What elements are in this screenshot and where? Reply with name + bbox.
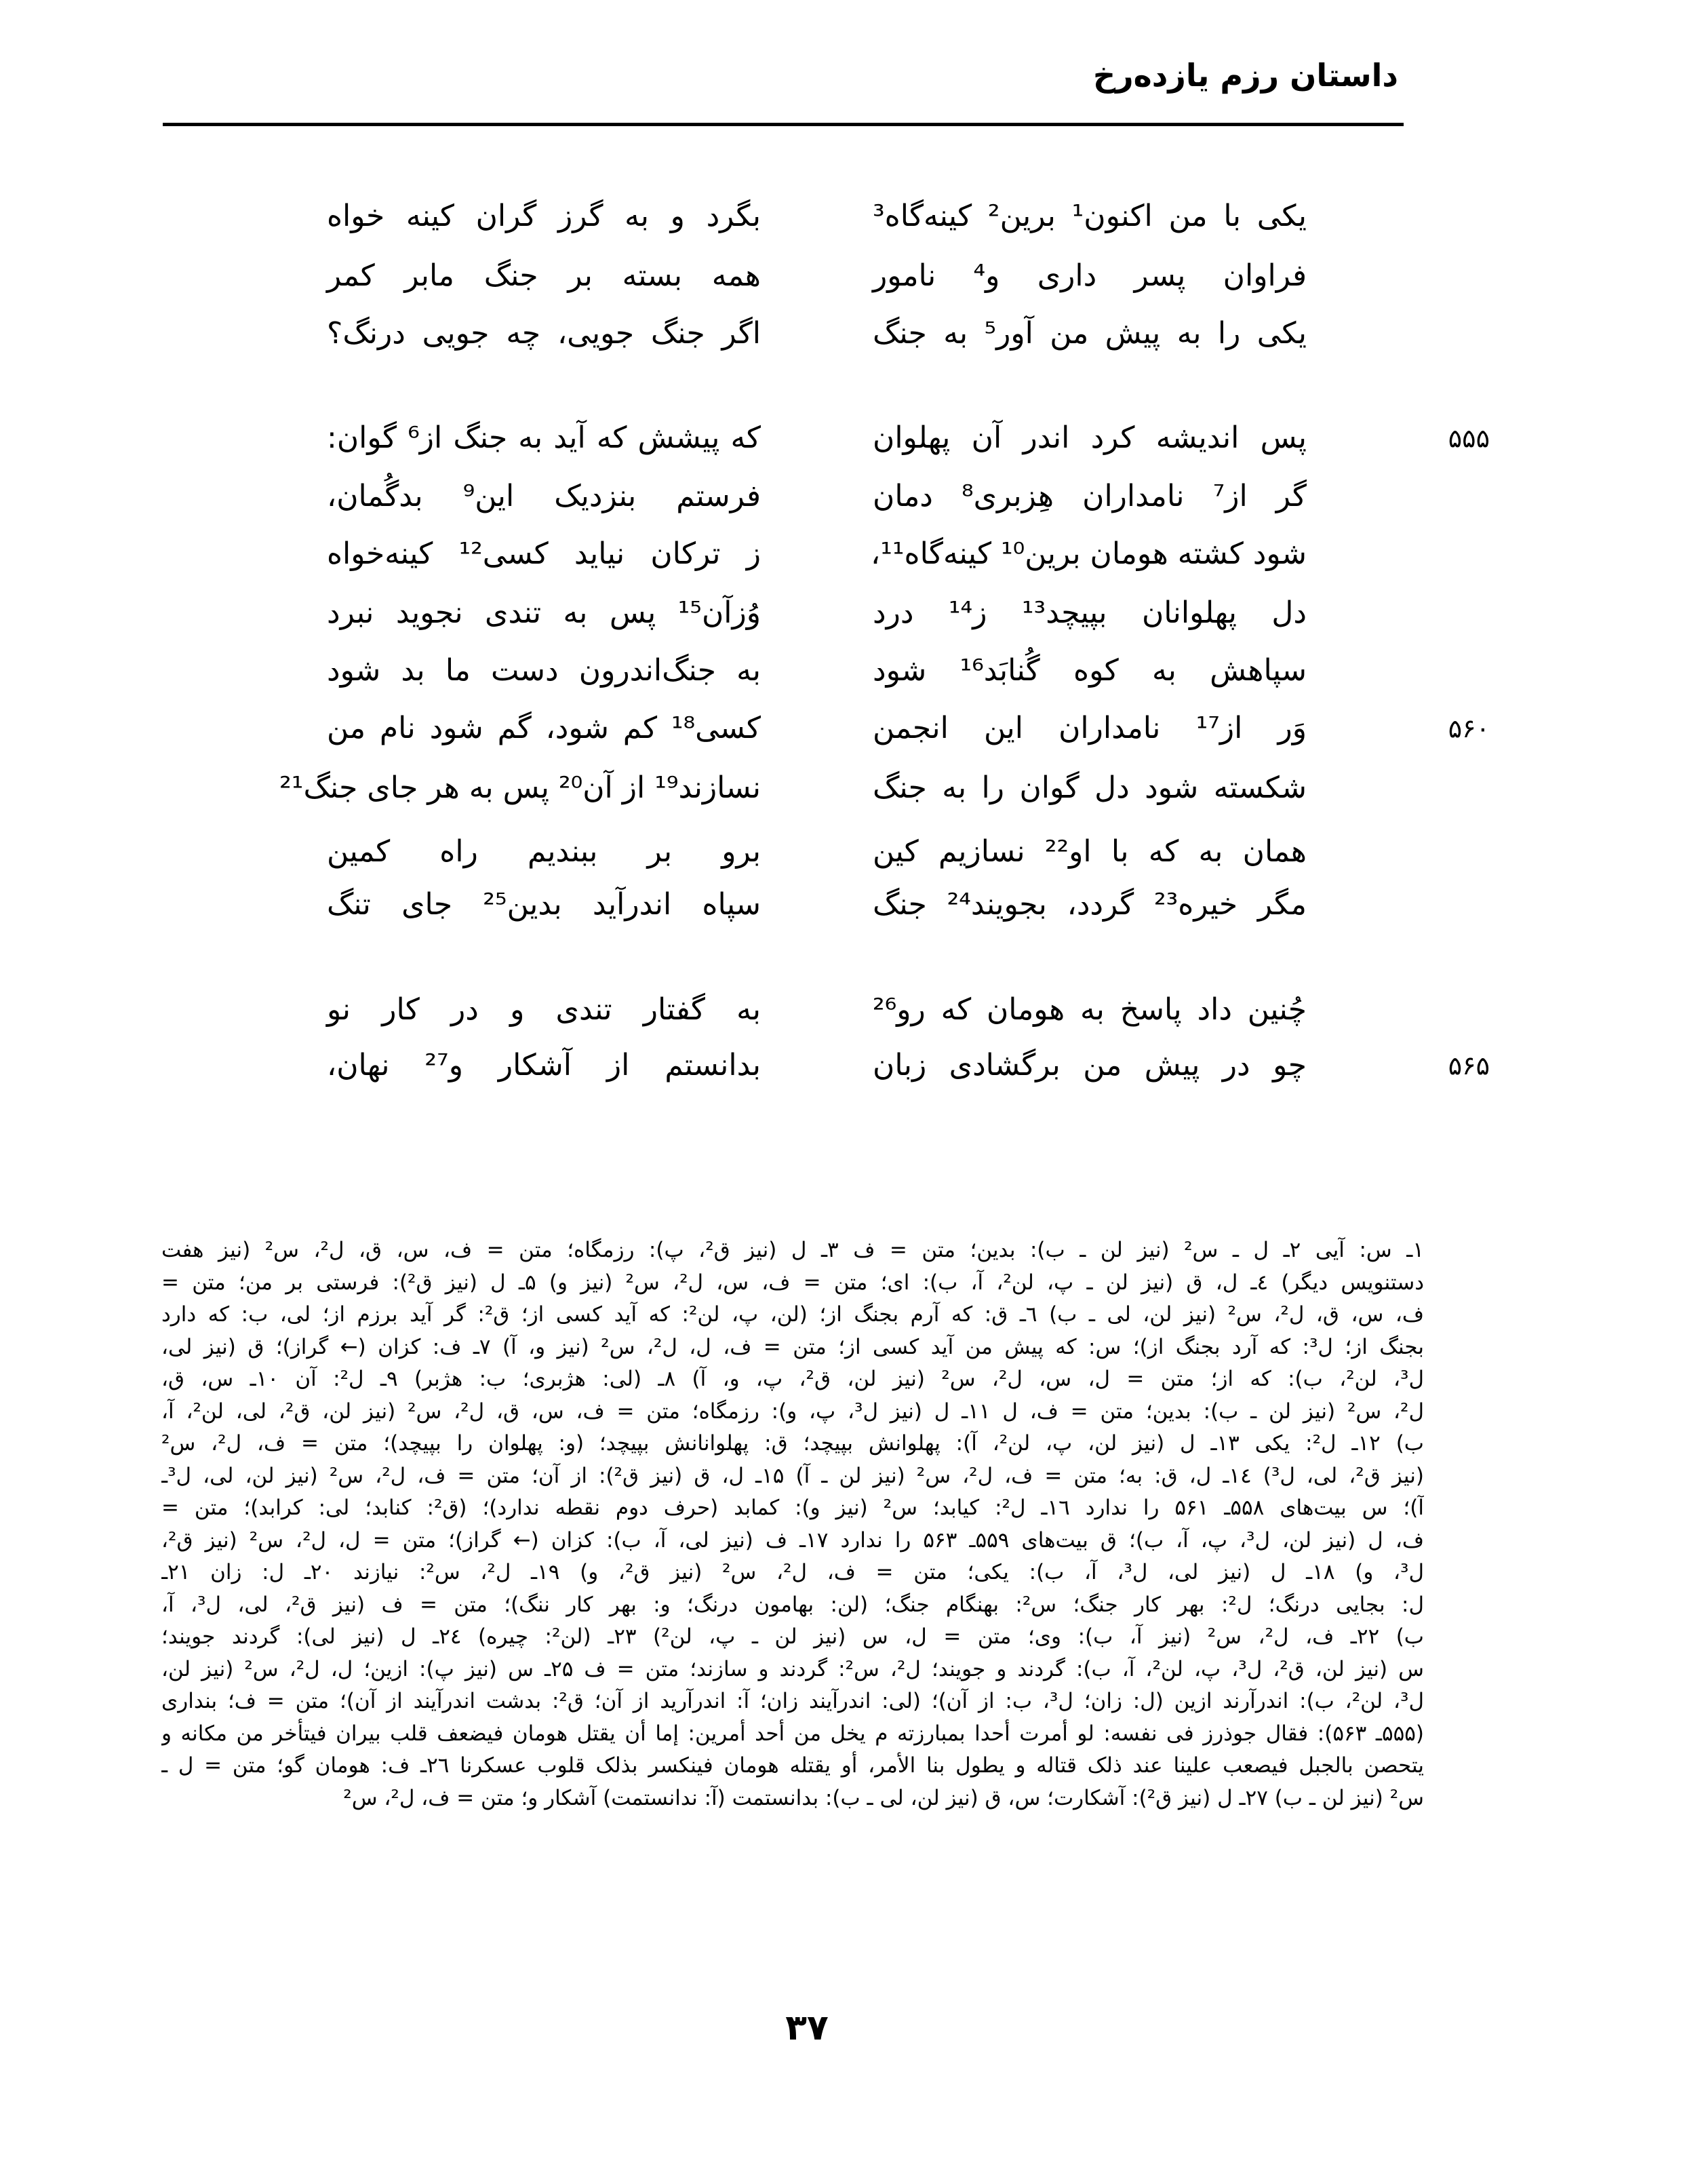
hemistich-first: گر از⁷ نامداران هِزبری⁸ دمان [873, 479, 1307, 513]
verse-row [0, 1042, 1683, 1089]
hemistich-first: چو در پیش من برگشادی زبان [873, 1048, 1307, 1083]
hemistich-first: یکی را به پیش من آور⁵ به جنگ [873, 316, 1307, 351]
verse-row [0, 590, 1683, 636]
hemistich-first: سپاهش به کوه گُنابَد¹⁶ شود [873, 653, 1307, 688]
footnote-line: ل³، لن²، ب): اندرآرند ازین (ل: زان؛ ل³، ب: از آن)؛ (لی: اندرآیند زان؛ آ: اندرآرید از آن؛ ق²: بدشت اندرآیند از آن)؛ متن = ف؛ بنداری [161, 1689, 1424, 1713]
hemistich-second: ز ترکان نیاید کسی¹² کینه‌خواه [327, 537, 761, 571]
hemistich-first: همان به که با او²² نسازیم کین [873, 834, 1307, 869]
verse-row [0, 882, 1683, 928]
footnote-line: س² (نیز لن ـ ب) ۲۷ـ ل (نیز ق²): آشکارت؛ س، ق (نیز لن، لی ـ ب): بدانستمت (آ: ندانستمت) آشکار و؛ متن = ف، ل²، س² [343, 1785, 1424, 1810]
verse-row [0, 765, 1683, 811]
footnote-line: (۵۵۵ـ ۵۶۳): فقال جوذرز فی نفسه: لو أمرت أحدا بمبارزته م یخل من أحد أمرین: إما أن یقتل هومان فیضعف قلب بیران فیتأخر من مکانه و [161, 1721, 1424, 1746]
verse-row [0, 415, 1683, 461]
hemistich-second: کسی¹⁸ کم شود، گم شود نام من [327, 711, 761, 745]
hemistich-second: به جنگ‌اندرون دست ما بد شود [327, 653, 761, 688]
hemistich-first: پس اندیشه کرد اندر آن پهلوان [873, 421, 1307, 455]
footnote-line: ف، ل (نیز لن، ل³، پ، آ، ب)؛ ق بیت‌های ۵۵۹ـ ۵۶۳ را ندارد ۱۷ـ ف (نیز لی، آ، ب): کزان (← گراز)؛ متن = ل، ل²، س² (نیز ق²، [161, 1527, 1424, 1553]
hemistich-first: مگر خیره²³ گردد، بجویند²⁴ جنگ [873, 887, 1307, 922]
hemistich-first: وَر از¹⁷ نامداران این انجمن [873, 711, 1307, 745]
hemistich-first: فراوان پسر داری و⁴ نامور [873, 258, 1307, 293]
hemistich-first: یکی با من اکنون¹ برین² کینه‌گاه³ [873, 199, 1307, 233]
verse-row [0, 473, 1683, 520]
hemistich-first: دل پهلوانان بپیچد¹³ ز¹⁴ درد [873, 596, 1307, 630]
verse-row [0, 705, 1683, 752]
footnote-line: ف، س، ق، ل²، س² (نیز لن، لی ـ ب) ٦ـ ق: که آرم بجنگ از؛ (لن، پ، لن²: که آید کسی از؛ ق²: گر آید برزم از؛ لی، ب: که دارد [161, 1302, 1424, 1327]
line-number: ۵۶۰ [1448, 714, 1490, 743]
verse-row [0, 311, 1683, 357]
hemistich-second: وُزآن¹⁵ پس به تندی نجوید نبرد [327, 596, 761, 630]
hemistich-second: بدانستم از آشکار و²⁷ نهان، [327, 1048, 761, 1083]
hemistich-second: سپاه اندرآید بدین²⁵ جای تنگ [327, 887, 761, 922]
footnote-line: دستنویس دیگر) ٤ـ ل، ق (نیز لن ـ پ، لن²، آ، ب): ای؛ متن = ف، س، ل²، س² (نیز و) ۵ـ ل (نیز ق²): فرستی بر من؛ متن = [161, 1270, 1424, 1295]
hemistich-second: همه بسته بر جنگ مابر کمر [327, 258, 761, 293]
line-number: ۵۵۵ [1448, 423, 1490, 453]
footnote-line: (نیز ق²، لی، ل³) ۱٤ـ ل، ق: به؛ متن = ف، ل²، س² (نیز لن ـ آ) ۱۵ـ ل، ق (نیز ق²): از آن؛ متن = ف، ل²، س² (نیز لن، لی، ل³ـ [161, 1463, 1424, 1488]
footnote-line: س (نیز لن، ق²، ل³، پ، لن²، آ، ب): گردند و جویند؛ ل²، س²: گردند و سازند؛ متن = ف ۲۵ـ س (نیز پ): ازین؛ ل، ل²، س² (نیز لن، [161, 1656, 1424, 1681]
hemistich-first: چُنین داد پاسخ به هومان که رو²⁶ [873, 992, 1307, 1027]
verse-row [0, 531, 1683, 577]
verse-row [0, 829, 1683, 875]
footnote-line: ۱ـ س: آیی ۲ـ ل ـ س² (نیز لن ـ ب): بدین؛ متن = ف ۳ـ ل (نیز ق²، پ): رزمگاه؛ متن = ف، س، ق، ل²، س² (نیز هفت [161, 1238, 1424, 1262]
hemistich-second: به گفتار تندی و در کار نو [327, 992, 761, 1027]
hemistich-second: بگرد و به گرز گران کینه خواه [327, 199, 761, 233]
verse-row [0, 987, 1683, 1033]
hemistich-second: اگر جنگ جویی، چه جویی درنگ؟ [327, 316, 761, 351]
footnotes-apparatus [161, 1234, 1424, 1814]
footnote-line: ل: بجایی درنگ؛ ل²: بهر کار جنگ؛ س²: بهنگام جنگ؛ (لن: بهامون درنگ؛ و: بهر کار ننگ)؛ متن = ف (نیز ق²، لی، ل³، آ، [161, 1592, 1424, 1617]
verse-row [0, 648, 1683, 694]
footnote-line: ل³، و) ۱۸ـ ل (نیز لی، ل³، آ، ب): یکی؛ متن = ف، ل²، س² (نیز ق²، و) ۱۹ـ ل²، س²: نیازند ۲۰ـ ل: زان ۲۱ـ [161, 1560, 1424, 1584]
line-number: ۵۶۵ [1448, 1051, 1490, 1080]
footnote-line: یتحصن بالجبل فیصعب علینا عند ذلک قتاله و یطول بنا الأمر، أو یقتله هومان فینکسر بذلک قلوب عسکرنا ۲٦ـ ف: هومان گو؛ متن = ل ـ [161, 1753, 1424, 1778]
footnote-line: آ)؛ س بیت‌های ۵۵۸ـ ۵۶۱ را ندارد ۱٦ـ ل²: کیابد؛ س² (نیز و): کمابد (حرف دوم نقطه ندارد)؛ (ق²: کنابد؛ لی: کرابد)؛ متن = [161, 1496, 1424, 1520]
footnote-line: ل³، لن²، ب): که از؛ متن = ل، س، ل²، س² (نیز لن، ق²، پ، و، آ) ۸ـ (لی: هژبری؛ ب: هژبر) ۹ـ ل²: آن ۱۰ـ س، ق، [161, 1367, 1424, 1391]
hemistich-first: شود کشته هومان برین¹⁰ کینه‌گاه¹¹، [871, 537, 1307, 571]
hemistich-first: شکسته شود دل گوان را به جنگ [873, 771, 1307, 805]
running-title: داستان رزم یازده‌رخ [1092, 57, 1398, 94]
verse-row [0, 193, 1683, 239]
hemistich-second: نسازند¹⁹ از آن²⁰ پس به هر جای جنگ²¹ [279, 771, 761, 805]
footnote-line: ب) ۱۲ـ ل²: یکی ۱۳ـ ل (نیز لن، پ، لن²، آ): پهلوانش بپیچد؛ ق: پهلوانانش بپیچد؛ (و: پهلوان را بپیچد)؛ متن = ف، ل²، س² [161, 1431, 1424, 1456]
footnote-line: ل²، س² (نیز لن ـ ب): بدین؛ متن = ف، ل ۱۱ـ ل (نیز ل³، پ، و): رزمگاه؛ متن = ف، س، ق، ل²، س² (نیز لن، ق²، لی، لن²، آ، [161, 1399, 1424, 1424]
page-number: ۳۷ [785, 2008, 829, 2048]
footnote-line: ب) ۲۲ـ ف، ل²، س² (نیز آ، ب): وی؛ متن = ل، س (نیز لن ـ پ، لن²) ۲۳ـ (لن²: چیره) ۲٤ـ ل (نیز لی): گردند جویند؛ [161, 1624, 1424, 1649]
footnote-line: بجنگ از؛ ل³: که آرد بجنگ از)؛ س: که پیش من آید کسی از؛ متن = ف، ل، ل²، س² (نیز و، آ) ۷ـ ف: کزان (← گراز)؛ ق (نیز لی، [161, 1334, 1424, 1359]
hemistich-second: که پیشش که آید به جنگ از⁶ گوان: [327, 421, 761, 455]
hemistich-second: برو بر ببندیم راه کمین [327, 834, 761, 869]
hemistich-second: فرستم بنزدیک این⁹ بدگُمان، [327, 479, 761, 513]
header-rule [163, 123, 1404, 126]
verse-row [0, 253, 1683, 299]
